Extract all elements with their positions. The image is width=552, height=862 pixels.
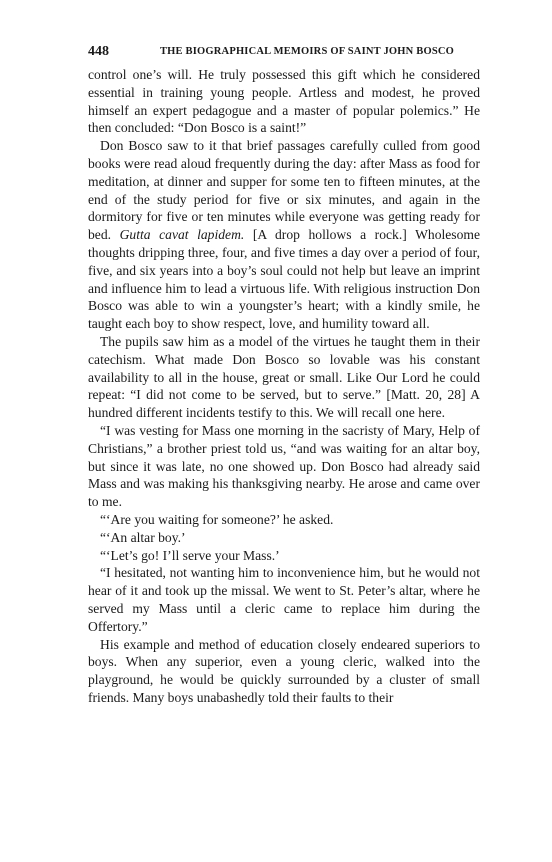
paragraph: His example and method of education closely endeared superiors to boys. When any superior, even a young cleric, walked into the playground, he would be quickly surrounded by a cluster of small friends. Many boys unabashedly told their faults to their [88,636,480,705]
paragraph: control one’s will. He truly possessed this gift which he considered essential in training young people. Artless and modest, he proved himself an expert pedagogue and a master of popular polemics.” He then concluded: “Don Bosco is a saint!” [88,67,480,136]
body-text [88,66,480,707]
paragraph: “I was vesting for Mass one morning in the sacristy of Mary, Help of Christians,” a brother priest told us, “and was waiting for an altar boy, but since it was late, no one showed up. Don Bosco had already said Mass and was making his thanksgiving nearby. He arose and came over to me. [88,422,480,510]
paragraph: Don Bosco saw to it that brief passages carefully culled from good books were read aloud frequently during the day: after Mass as food for meditation, at dinner and supper for some ten to fifteen minutes, at the end of the study period for five or six minutes, and again in the dormitory for five or ten minutes while everyone was getting ready for bed. Gutta cavat lapidem. [A drop hollows a rock.] Wholesome thoughts dripping three, four, and five times a day over a period of four, five, and six years into a boy’s soul could not help but leave an imprint and influence him to lead a virtuous life. With religious instruction Don Bosco was able to win a youngster’s heart; with a kindly smile, he taught each boy to show respect, love, and humility toward all. [88,138,480,332]
page-number: 448 [88,44,109,59]
paragraph: “I hesitated, not wanting him to inconvenience him, but he would not hear of it and took up the missal. We went to St. Peter’s altar, where he served my Mass until a cleric came to replace him during the Offertory.” [88,565,480,634]
dialogue-line: “‘An altar boy.’ [100,529,186,545]
page-header [88,44,480,66]
dialogue-line: “‘Let’s go! I’ll serve your Mass.’ [100,547,280,563]
paragraph: The pupils saw him as a model of the virtues he taught them in their catechism. What made Don Bosco so lovable was his constant availability to all in the house, great or small. Like Our Lord he could repeat: “I did not come to be served, but to serve.” [Matt. 20, 28] A hundred different incidents testify to this. We will recall one here. [88,333,480,421]
book-page [88,44,480,707]
dialogue-line: “‘Are you waiting for someone?’ he asked. [100,511,334,527]
latin-phrase: Gutta cavat lapidem. [119,227,245,243]
running-head: THE BIOGRAPHICAL MEMOIRS OF SAINT JOHN BOSCO [159,46,455,57]
